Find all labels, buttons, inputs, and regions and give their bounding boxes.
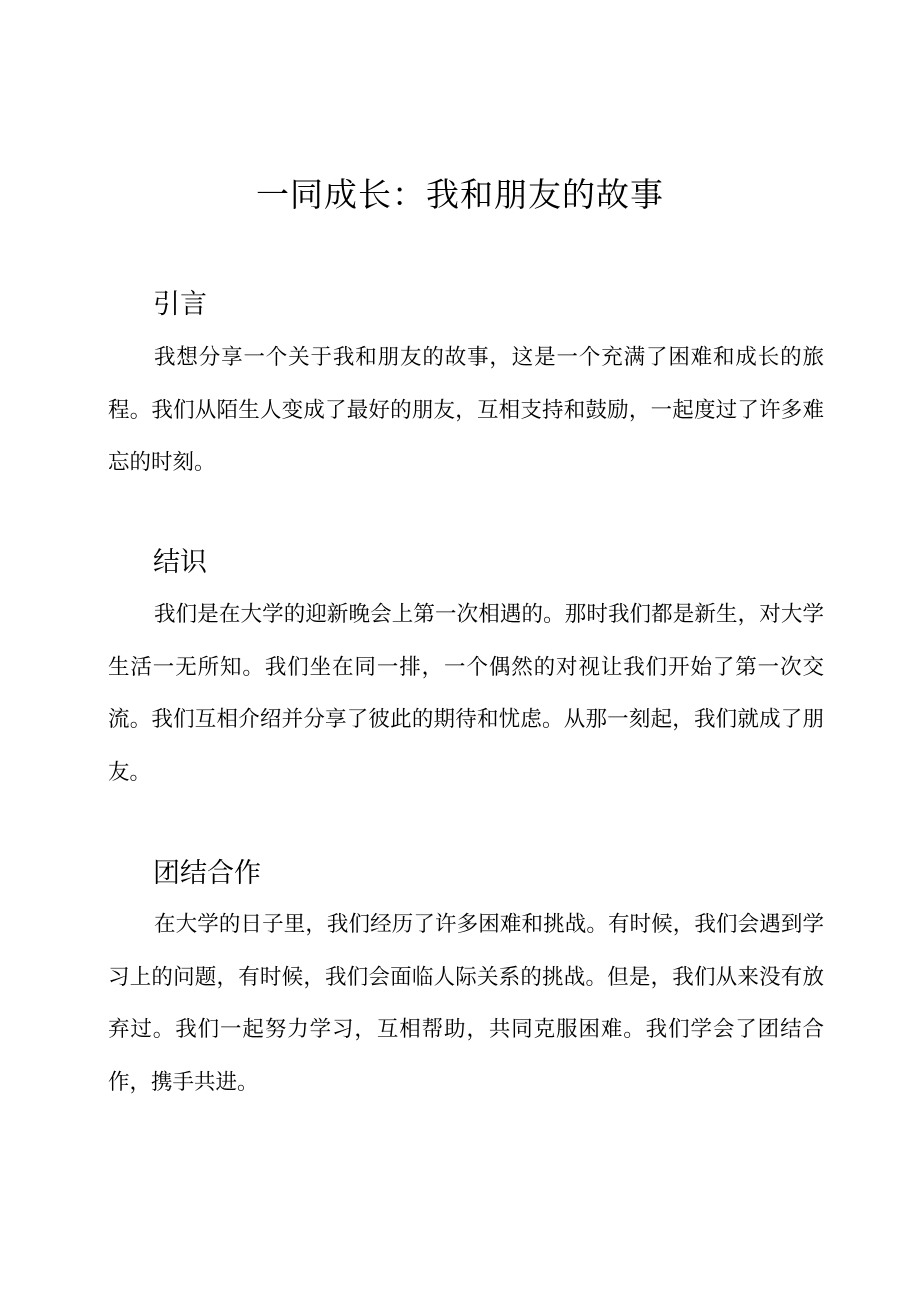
- section-paragraph-intro: 我想分享一个关于我和朋友的故事，这是一个充满了困难和成长的旅程。我们从陌生人变成了最好的朋友，互相支持和鼓励，一起度过了许多难忘的时刻。: [108, 345, 824, 475]
- section-paragraph-teamwork: 在大学的日子里，我们经历了许多困难和挑战。有时候，我们会遇到学习上的问题，有时候，我们会面临人际关系的挑战。但是，我们从来没有放弃过。我们一起努力学习，互相帮助，共同克服困难。我们学会了团结合作，携手共进。: [108, 912, 824, 1095]
- section-paragraph-meeting: 我们是在大学的迎新晚会上第一次相遇的。那时我们都是新生，对大学生活一无所知。我们坐在同一排，一个偶然的对视让我们开始了第一次交流。我们互相介绍并分享了彼此的期待和忧虑。从那一刻起，我们就成了朋友。: [108, 602, 824, 785]
- section-heading-meeting: 结识: [153, 547, 207, 578]
- section-heading-intro: 引言: [153, 289, 207, 320]
- page-title: 一同成长：我和朋友的故事: [256, 175, 664, 214]
- section-heading-teamwork: 团结合作: [153, 858, 261, 889]
